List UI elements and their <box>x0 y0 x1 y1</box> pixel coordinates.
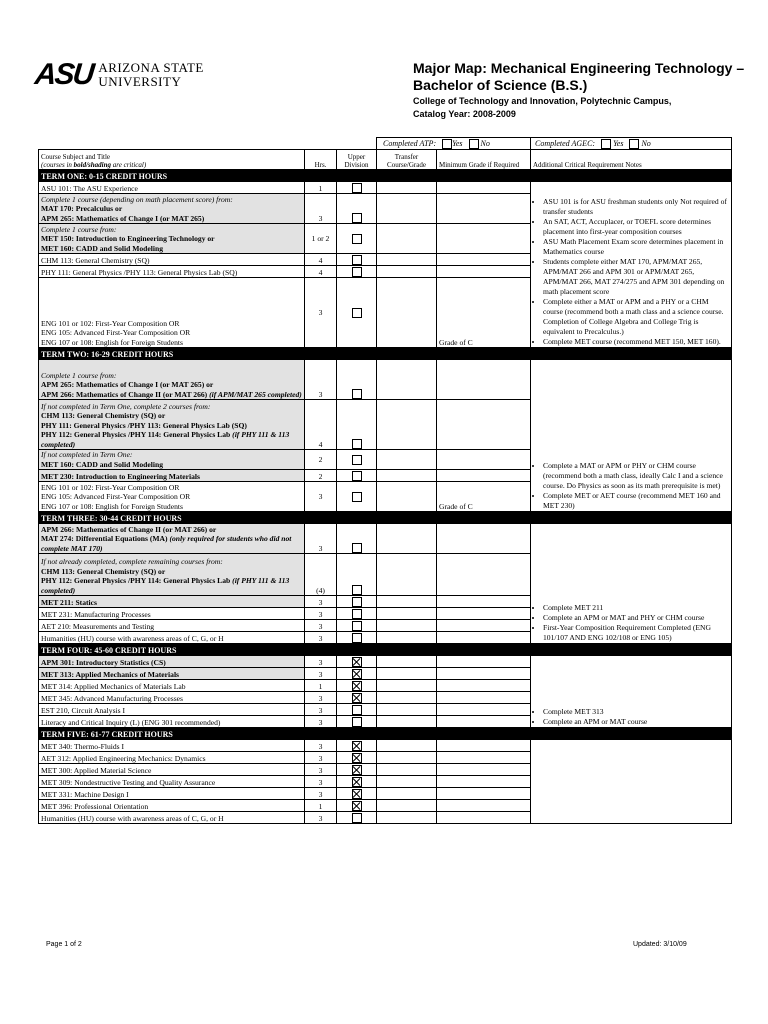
min-grade-cell <box>437 194 531 224</box>
course-cell: If not completed in Term One, complete 2 courses from: CHM 113: General Chemistry (SQ) or PHY 111: General Physics /PHY 113: General Physics Lab (SQ) PHY 112: General Physics /PHY 114: General Physics Lab (if PHY 111 & 113 completed) <box>39 400 305 450</box>
hrs-cell: 3 <box>305 764 337 776</box>
term-three-notes <box>531 524 732 644</box>
hrs-cell: 3 <box>305 788 337 800</box>
hrs-cell: 1 <box>305 800 337 812</box>
term-one-header: TERM ONE: 0-15 CREDIT HOURS <box>39 170 732 182</box>
hrs-cell: 3 <box>305 278 337 348</box>
transfer-cell[interactable] <box>377 554 437 596</box>
term-two-notes <box>531 360 732 512</box>
hrs-cell: 3 <box>305 692 337 704</box>
hrs-cell: 3 <box>305 752 337 764</box>
course-cell: EST 210, Circuit Analysis I <box>39 704 305 716</box>
transfer-cell[interactable] <box>377 668 437 680</box>
min-grade-cell: Grade of C <box>437 278 531 348</box>
course-cell: MET 314: Applied Mechanics of Materials Lab <box>39 680 305 692</box>
transfer-cell[interactable] <box>377 788 437 800</box>
course-cell: MET 331: Machine Design I <box>39 788 305 800</box>
hrs-cell: 4 <box>305 400 337 450</box>
hrs-cell: 2 <box>305 450 337 470</box>
min-grade-cell <box>437 668 531 680</box>
catalog-year: Catalog Year: 2008-2009 <box>413 109 516 119</box>
min-grade-cell <box>437 400 531 450</box>
hrs-cell: 1 or 2 <box>305 224 337 254</box>
table-row <box>39 182 732 194</box>
upper-division-checkbox[interactable] <box>352 801 362 811</box>
transfer-cell[interactable] <box>377 752 437 764</box>
hrs-cell: 3 <box>305 194 337 224</box>
upper-division-checkbox[interactable] <box>352 765 362 775</box>
course-cell: MET 230: Introduction to Engineering Materials <box>39 470 305 482</box>
min-grade-cell <box>437 740 531 752</box>
transfer-cell[interactable] <box>377 656 437 668</box>
hrs-cell: 4 <box>305 254 337 266</box>
completed-atp <box>377 138 531 150</box>
college-line: College of Technology and Innovation, Polytechnic Campus, <box>413 96 672 106</box>
table-row <box>39 360 732 400</box>
transfer-cell[interactable] <box>377 470 437 482</box>
page-title-line1: Major Map: Mechanical Engineering Technology – <box>413 60 745 76</box>
hrs-cell: 3 <box>305 632 337 644</box>
upper-division-checkbox[interactable] <box>352 308 362 318</box>
transfer-cell[interactable] <box>377 224 437 254</box>
min-grade-cell <box>437 692 531 704</box>
transfer-cell[interactable] <box>377 360 437 400</box>
completed-agec <box>531 138 732 150</box>
course-cell: APM 266: Mathematics of Change II (or MAT 266) or MAT 274: Differential Equations (MA) (only required for students who did not complete MAT 170) <box>39 524 305 554</box>
col-course-note-c: are critical) <box>111 161 147 169</box>
min-grade-cell <box>437 608 531 620</box>
hrs-cell: (4) <box>305 554 337 596</box>
hrs-cell: 3 <box>305 812 337 824</box>
hrs-cell: 1 <box>305 680 337 692</box>
upper-division-checkbox[interactable] <box>352 585 362 595</box>
note-item: • Complete a MAT or APM or PHY or CHM course (recommend both a math class, ideally Calc I and a science course. Do Physics as soon as its math prerequisite is met) <box>543 461 729 491</box>
course-cell: MET 211: Statics <box>39 596 305 608</box>
col-transfer-header: Transfer Course/Grade <box>377 150 437 170</box>
course-cell: MET 309: Nondestructive Testing and Quality Assurance <box>39 776 305 788</box>
note-item: • Complete either a MAT or APM and a PHY or a CHM course (recommend both a math class and a science course. Completion of College Algebra and College Trig is equivalent to Precalculus.) <box>543 297 729 337</box>
upper-division-checkbox[interactable] <box>352 455 362 465</box>
table-row <box>39 740 732 752</box>
col-hrs-header: Hrs. <box>305 150 337 170</box>
hrs-cell: 2 <box>305 470 337 482</box>
min-grade-cell <box>437 764 531 776</box>
course-cell: If not completed in Term One: MET 160: CADD and Solid Modeling <box>39 450 305 470</box>
hrs-cell: 3 <box>305 608 337 620</box>
atp-yes-checkbox[interactable] <box>442 139 452 149</box>
course-cell: MET 396: Professional Orientation <box>39 800 305 812</box>
upper-division-checkbox[interactable] <box>352 669 362 679</box>
upper-division-checkbox[interactable] <box>352 609 362 619</box>
transfer-cell[interactable] <box>377 608 437 620</box>
upper-division-checkbox[interactable] <box>352 693 362 703</box>
course-cell: ENG 101 or 102: First-Year Composition OR ENG 105: Advanced First-Year Composition OR ENG 107 or 108: English for Foreign Students <box>39 278 305 348</box>
transfer-cell[interactable] <box>377 266 437 278</box>
transfer-cell[interactable] <box>377 524 437 554</box>
table-row <box>39 524 732 554</box>
major-map-table <box>38 137 732 824</box>
upper-division-checkbox[interactable] <box>352 471 362 481</box>
min-grade-cell <box>437 450 531 470</box>
col-mingrade-header: Minimum Grade if Required <box>437 150 531 170</box>
course-cell: MET 313: Applied Mechanics of Materials <box>39 668 305 680</box>
transfer-cell[interactable] <box>377 194 437 224</box>
upper-division-checkbox[interactable] <box>352 777 362 787</box>
upper-division-checkbox[interactable] <box>352 213 362 223</box>
course-cell: Literacy and Critical Inquiry (L) (ENG 301 recommended) <box>39 716 305 728</box>
upper-division-checkbox[interactable] <box>352 621 362 631</box>
transfer-cell[interactable] <box>377 450 437 470</box>
term-one-notes <box>531 182 732 348</box>
asu-logo-name <box>98 61 204 89</box>
upper-division-checkbox[interactable] <box>352 717 362 727</box>
note-item: • An SAT, ACT, Accuplacer, or TOEFL score determines placement into first-year composition courses <box>543 217 729 237</box>
term-two-header: TERM TWO: 16-29 CREDIT HOURS <box>39 348 732 360</box>
upper-division-checkbox[interactable] <box>352 543 362 553</box>
upper-division-checkbox[interactable] <box>352 681 362 691</box>
min-grade-cell <box>437 704 531 716</box>
min-grade-cell <box>437 182 531 194</box>
course-cell: MET 345: Advanced Manufacturing Processes <box>39 692 305 704</box>
transfer-cell[interactable] <box>377 680 437 692</box>
transfer-cell[interactable] <box>377 596 437 608</box>
upper-division-checkbox[interactable] <box>352 267 362 277</box>
upper-division-checkbox[interactable] <box>352 234 362 244</box>
note-item: • Students complete either MAT 170, APM/MAT 265, APM/MAT 266 and APM 301 or APM/MAT 265, APM/MAT 266, MAT 274/275 and APM 301 depending on math placement score <box>543 257 729 297</box>
upper-division-checkbox[interactable] <box>352 439 362 449</box>
transfer-cell[interactable] <box>377 182 437 194</box>
hrs-cell: 3 <box>305 524 337 554</box>
hrs-cell: 3 <box>305 668 337 680</box>
upper-division-checkbox[interactable] <box>352 492 362 502</box>
min-grade-cell <box>437 680 531 692</box>
completed-atp-label: Completed ATP: <box>383 138 437 148</box>
course-cell: Complete 1 course (depending on math placement score) from: MAT 170: Precalculus or APM 265: Mathematics of Change I (or MAT 265) <box>39 194 305 224</box>
col-course-title: Course Subject and Title <box>41 153 111 161</box>
page-title-line2: Bachelor of Science (B.S.) <box>413 77 588 93</box>
hrs-cell: 3 <box>305 482 337 512</box>
min-grade-cell <box>437 632 531 644</box>
course-cell: APM 301: Introductory Statistics (CS) <box>39 656 305 668</box>
note-item: • Complete MET 211 <box>543 603 729 613</box>
document-header <box>413 60 744 120</box>
course-cell: Complete 1 course from: APM 265: Mathematics of Change I (or MAT 265) or APM 266: Mathematics of Change II (or MAT 266) (if APM/MAT 265 completed) <box>39 360 305 400</box>
course-cell: Complete 1 course from: MET 150: Introduction to Engineering Technology or MET 160: CADD and Solid Modeling <box>39 224 305 254</box>
hrs-cell: 4 <box>305 266 337 278</box>
course-cell: Humanities (HU) course with awareness areas of C, G, or H <box>39 812 305 824</box>
min-grade-cell <box>437 800 531 812</box>
note-item: • ASU 101 is for ASU freshman students only Not required of transfer students <box>543 197 729 217</box>
asu-logo <box>35 60 204 90</box>
upper-division-checkbox[interactable] <box>352 255 362 265</box>
course-cell: MET 340: Thermo-Fluids I <box>39 740 305 752</box>
col-upper-header: Upper Division <box>337 150 377 170</box>
agec-yes-checkbox[interactable] <box>601 139 611 149</box>
min-grade-cell <box>437 620 531 632</box>
transfer-cell[interactable] <box>377 278 437 348</box>
col-course-note-a: (courses in <box>41 161 74 169</box>
atp-no-checkbox[interactable] <box>469 139 479 149</box>
upper-division-checkbox[interactable] <box>352 657 362 667</box>
hrs-cell: 3 <box>305 776 337 788</box>
min-grade-cell <box>437 554 531 596</box>
transfer-cell[interactable] <box>377 632 437 644</box>
transfer-cell[interactable] <box>377 400 437 450</box>
page-number: Page 1 of 2 <box>46 941 82 948</box>
note-item: • Complete an APM or MAT course <box>543 717 729 727</box>
note-item: • Complete MET or AET course (recommend MET 160 and MET 230) <box>543 491 729 511</box>
transfer-cell[interactable] <box>377 716 437 728</box>
hrs-cell: 3 <box>305 620 337 632</box>
course-cell: ENG 101 or 102: First-Year Composition OR ENG 105: Advanced First-Year Composition OR ENG 107 or 108: English for Foreign Students <box>39 482 305 512</box>
term-four-header: TERM FOUR: 45-60 CREDIT HOURS <box>39 644 732 656</box>
hrs-cell: 3 <box>305 360 337 400</box>
atp-yes-label: Yes <box>452 138 463 148</box>
upper-division-checkbox[interactable] <box>352 705 362 715</box>
asu-logo-line1: ARIZONA STATE <box>98 60 204 75</box>
upper-division-checkbox[interactable] <box>352 813 362 823</box>
upper-division-checkbox[interactable] <box>352 183 362 193</box>
term-five-header: TERM FIVE: 61-77 CREDIT HOURS <box>39 728 732 740</box>
min-grade-cell <box>437 266 531 278</box>
col-course-note <box>41 161 146 169</box>
min-grade-cell <box>437 752 531 764</box>
term-five-rows <box>39 740 732 824</box>
min-grade-cell <box>437 360 531 400</box>
note-item: • Complete MET course (recommend MET 150, MET 160). <box>543 337 729 347</box>
asu-logo-mark: ASU <box>33 58 95 91</box>
term-four-rows <box>39 656 732 728</box>
min-grade-cell <box>437 776 531 788</box>
transfer-cell[interactable] <box>377 692 437 704</box>
transfer-cell[interactable] <box>377 254 437 266</box>
hrs-cell: 3 <box>305 740 337 752</box>
atp-no-label: No <box>480 138 490 148</box>
upper-division-checkbox[interactable] <box>352 789 362 799</box>
hrs-cell: 1 <box>305 182 337 194</box>
course-cell: AET 210: Measurements and Testing <box>39 620 305 632</box>
asu-logo-line2: UNIVERSITY <box>98 74 182 89</box>
col-notes-header: Additional Critical Requirement Notes <box>531 150 732 170</box>
transfer-cell[interactable] <box>377 776 437 788</box>
note-item: • ASU Math Placement Exam score determines placement in Mathematics course <box>543 237 729 257</box>
agec-no-label: No <box>641 138 651 148</box>
course-cell: CHM 113: General Chemistry (SQ) <box>39 254 305 266</box>
transfer-cell[interactable] <box>377 764 437 776</box>
col-course-note-b: bold/shading <box>73 161 112 169</box>
hrs-cell: 3 <box>305 716 337 728</box>
col-course-header <box>39 150 305 170</box>
course-cell: MET 231: Manufacturing Processes <box>39 608 305 620</box>
course-cell: MET 300: Applied Material Science <box>39 764 305 776</box>
term-three-header: TERM THREE: 30-44 CREDIT HOURS <box>39 512 732 524</box>
min-grade-cell: Grade of C <box>437 482 531 512</box>
note-item: • Complete an APM or MAT and PHY or CHM course <box>543 613 729 623</box>
term-four-notes <box>531 656 732 728</box>
upper-division-checkbox[interactable] <box>352 753 362 763</box>
course-cell: AET 312: Applied Engineering Mechanics: Dynamics <box>39 752 305 764</box>
hrs-cell: 3 <box>305 704 337 716</box>
course-cell: If not already completed, complete remaining courses from: CHM 113: General Chemistry (SQ) or PHY 112: General Physics /PHY 114: General Physics Lab (if PHY 111 & 113 completed) <box>39 554 305 596</box>
min-grade-cell <box>437 656 531 668</box>
note-item: • Complete MET 313 <box>543 707 729 717</box>
min-grade-cell <box>437 224 531 254</box>
min-grade-cell <box>437 788 531 800</box>
course-cell: Humanities (HU) course with awareness areas of C, G, or H <box>39 632 305 644</box>
agec-no-checkbox[interactable] <box>629 139 639 149</box>
transfer-cell[interactable] <box>377 704 437 716</box>
agec-yes-label: Yes <box>613 138 624 148</box>
min-grade-cell <box>437 524 531 554</box>
transfer-cell[interactable] <box>377 740 437 752</box>
upper-division-checkbox[interactable] <box>352 633 362 643</box>
upper-division-checkbox[interactable] <box>352 597 362 607</box>
course-cell: PHY 111: General Physics /PHY 113: General Physics Lab (SQ) <box>39 266 305 278</box>
transfer-cell[interactable] <box>377 812 437 824</box>
min-grade-cell <box>437 812 531 824</box>
course-cell: ASU 101: The ASU Experience <box>39 182 305 194</box>
transfer-cell[interactable] <box>377 620 437 632</box>
min-grade-cell <box>437 716 531 728</box>
updated-date: Updated: 3/10/09 <box>633 941 687 948</box>
completed-agec-label: Completed AGEC: <box>535 138 596 148</box>
transfer-cell[interactable] <box>377 800 437 812</box>
hrs-cell: 3 <box>305 656 337 668</box>
hrs-cell: 3 <box>305 596 337 608</box>
min-grade-cell <box>437 470 531 482</box>
transfer-cell[interactable] <box>377 482 437 512</box>
min-grade-cell <box>437 596 531 608</box>
note-item: • First-Year Composition Requirement Completed (ENG 101/107 AND ENG 102/108 or ENG 105) <box>543 623 729 643</box>
min-grade-cell <box>437 254 531 266</box>
upper-division-checkbox[interactable] <box>352 741 362 751</box>
term-five-notes <box>531 740 732 824</box>
upper-division-checkbox[interactable] <box>352 389 362 399</box>
table-row <box>39 656 732 668</box>
